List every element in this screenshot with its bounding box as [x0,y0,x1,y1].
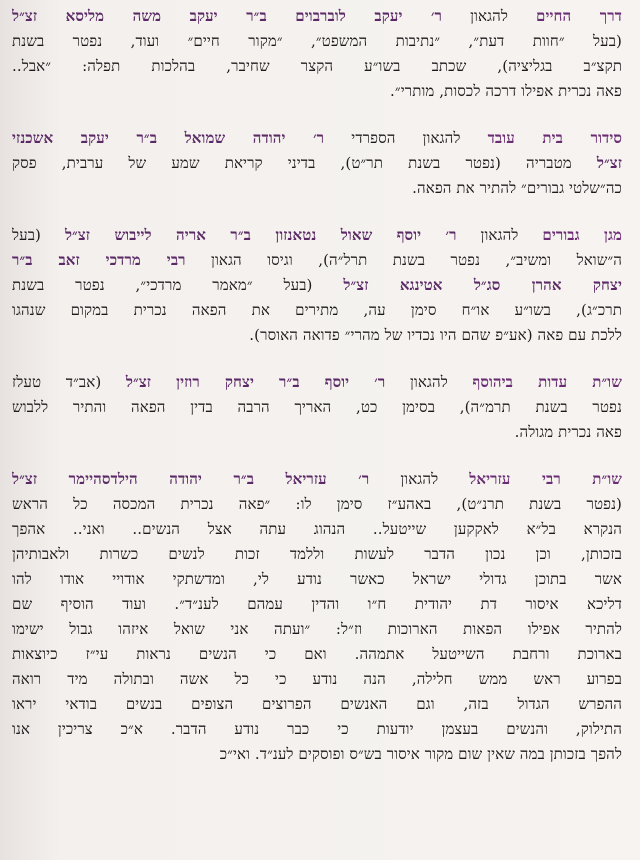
text-line [12,592,622,617]
text-line [12,467,622,492]
body-text: בזכותן, וכן נכון הדבר לעשות וללמד זכות לנשים כשרות ולאבותיהן [12,545,622,563]
author-name: ר׳ יוסף שאול נטאנזון ב״ר אריה לייבוש זצ״ל [64,226,457,244]
author-name: ר׳ יוסף ב״ר יצחק רוזין זצ״ל [125,373,386,391]
book-title: מגן גבורים [542,226,622,244]
author-name: יצחק אהרן סג״ל אטינגא זצ״ל [343,276,622,294]
body-text: ה״שואל ומשיב״, נפטר בשנת תרל״ה), וגיסו הגאון [185,251,622,269]
book-title: סידור בית עובד [487,129,622,147]
text-line [12,323,622,348]
source-entry [12,4,622,104]
body-text: פאה נכרית אפילו דרכה לכסות, מותרי״. [390,82,622,100]
book-title: שו״ת עדות ביהוסף [472,373,622,391]
author-name: זצ״ל [596,154,622,172]
body-text: תקצ״ב בגליציה), שכתב בשו״ע הקצר שחיבר, בהלכות תפלה: ״אבל.. [12,57,622,75]
body-text: אשר בתוכן גדולי ישראל כאשר נודע לי, ומדשתקי אודויי אודו להו [12,570,622,588]
text-line [12,617,622,642]
text-line [12,717,622,742]
body-text: (אב״ד טעלז [12,373,126,391]
body-text: ללכת עם פאה (אע״פ שהם היו נכדיו של מהרי״ פדואה האוסר). [249,326,622,344]
text-line [12,298,622,323]
body-text: להגאון [442,7,536,25]
text-line [12,79,622,104]
text-line [12,151,622,176]
book-title: דרך החיים [536,7,622,25]
text-line [12,642,622,667]
body-text: להגאון הספרדי [324,129,488,147]
body-text: (בעל ״חוות דעת״, ״נתיבות המשפט״, ״מקור חיים״ ועוד, נפטר בשנת [12,32,622,50]
body-text: (נפטר בשנת תרנ״ט), באהע״ז סימן לו: ״פאה נכרית המכסה כל הראש [12,495,622,513]
source-entry [12,467,622,767]
text-line [12,176,622,201]
text-line [12,29,622,54]
author-name: רבי מרדכי זאב ב״ר [12,251,186,269]
text-line [12,273,622,298]
source-entry [12,370,622,445]
body-text: נפטר בשנת תרמ״ה), בסימן כט, האריך הרבה בדין הפאה והתיר ללבוש [12,398,622,416]
book-title: שו״ת רבי עזריאל [469,470,622,488]
text-line [12,370,622,395]
body-text: בפרוע ראש ממש חלילה, הנה נודע כי כל אשה ובתולה מיד רואה [12,670,622,688]
body-text: כה״שלטי גבורים״ להתיר את הפאה. [412,179,622,197]
body-text: להגאון [385,373,473,391]
body-text: בארוכת ורחבת השייטעל אתמהה. ואם כי הנשים נראות עי״ז כיוצאות [12,645,622,663]
text-line [12,54,622,79]
text-line [12,667,622,692]
body-text: תרכ״ג), בשו״ע או״ח סימן עה, מתירים את הפאה נכרית במקום שנהגו [12,301,622,319]
body-text: ההפרש הגדול בזה, וגם האנשים הפרוצים הצופים בנשים בודאי יראו [12,695,622,713]
body-text: מטבריה (נפטר בשנת תר״ט), בדיני קריאת שמע של ערבית, פסק [12,154,597,172]
text-line [12,692,622,717]
text-line [12,4,622,29]
body-text: פאה נכרית מגולה. [514,423,622,441]
text-line [12,492,622,517]
body-text: הנקרא בל״א לאקקען שייטעל.. הנהוג עתה אצל הנשים.. ואני.. אהפך [12,520,622,538]
body-text: להגאון [369,470,470,488]
text-line [12,542,622,567]
body-text: התילוק, והנשים בעצמן יודעות כי כבר נודע הדבר. א״כ צריכין אנו [12,720,622,738]
author-name: ר׳ יהודה שמואל ב״ר יעקב אשכנזי [12,129,325,147]
text-line [12,517,622,542]
text-line [12,395,622,420]
body-text: להפך בזכותן במה שאין שום מקור איסור בש״ס ופוסקים לענ״ד. ואי״כ [219,745,622,763]
source-entry [12,223,622,348]
text-line [12,567,622,592]
author-name: ר׳ עזריאל ב״ר יהודה הילדסהיימר זצ״ל [12,470,370,488]
text-line [12,223,622,248]
text-line [12,420,622,445]
text-line [12,248,622,273]
body-text: להגאון [456,226,543,244]
author-name: ר׳ יעקב לוברבוים ב״ר יעקב משה מליסא זצ״ל [12,7,443,25]
text-line [12,126,622,151]
body-text: להתיר אפילו הפאות הארוכות וז״ל: ״ועתה אני שואל איזהו גבול ישימו [12,620,622,638]
body-text: דליכא איסור דת יהודית ח״ו והדין עמהם לענ״ד״. ועוד הוסיף שם [12,595,622,613]
source-entry [12,126,622,201]
text-line [12,742,622,767]
body-text: (בעל ״מאמר מרדכי״, נפטר בשנת [12,276,344,294]
body-text: (בעל [12,226,65,244]
